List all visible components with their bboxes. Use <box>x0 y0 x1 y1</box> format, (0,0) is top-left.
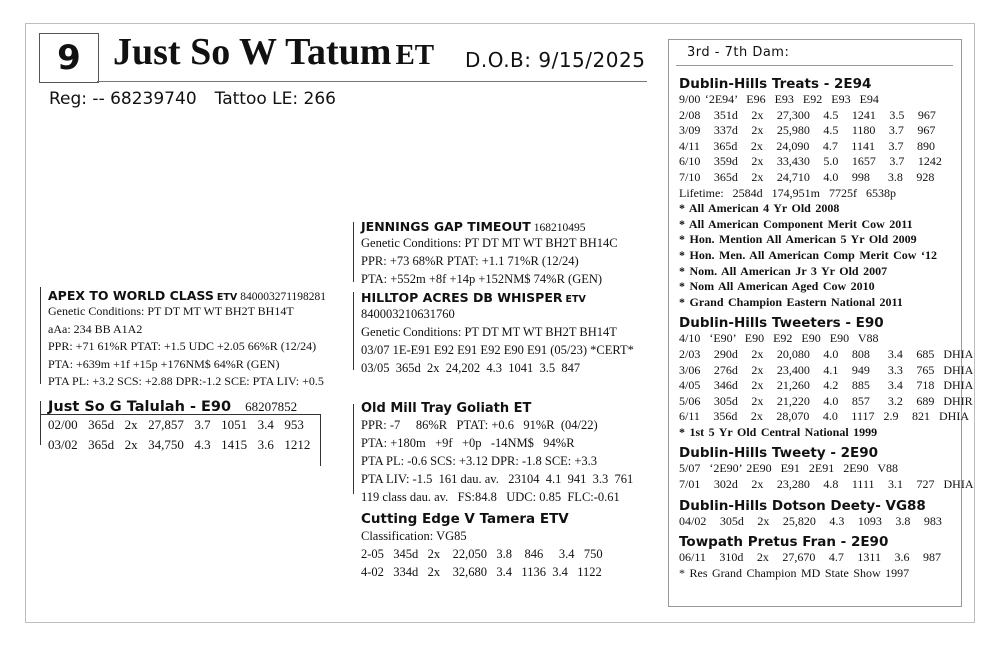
sires-dam-name: HILLTOP ACRES DB WHISPER <box>361 290 563 305</box>
sire-heading <box>48 288 326 303</box>
sire-line: Genetic Conditions: PT DT MT WT BH2T BH14T <box>48 304 294 318</box>
dam-3-record: 6/10 359d 2x 33,430 5.0 1657 3.7 1242 <box>679 154 942 169</box>
dams-sire-line: PTA LIV: -1.5 161 dau. av. 23104 4.1 941 3.3 761 <box>361 472 634 486</box>
dam-heading <box>48 399 310 415</box>
sires-dam-line: Genetic Conditions: PT DT MT WT BH2T BH14T <box>361 325 617 339</box>
sires-sire-reg: 168210495 <box>533 222 586 234</box>
dam-3-honor: * Hon. Mention All American 5 Yr Old 2009 <box>679 232 917 247</box>
dam-3-honor: * All American 4 Yr Old 2008 <box>679 201 840 216</box>
dam-3-record: 2/08 351d 2x 27,300 4.5 1241 3.5 967 <box>679 107 936 122</box>
dam-6-record: 04/02 305d 2x 25,820 4.3 1093 3.8 983 <box>679 513 942 528</box>
title-divider <box>97 81 647 82</box>
dams-sire-line: PPR: -7 86%R PTAT: +0.6 91%R (04/22) <box>361 418 598 432</box>
dams-sire-line: PTA: +180m +9f +0p -14NM$ 94%R <box>361 436 575 450</box>
dam-reg: 68207852 <box>245 399 298 414</box>
extended-dams-label: 3rd - 7th Dam: <box>687 45 790 60</box>
dam-4-record: 4/10 ‘E90’ E90 E92 E90 E90 V88 <box>679 331 879 346</box>
dams-dam-line: 2-05 345d 2x 22,050 3.8 846 3.4 750 <box>361 547 603 561</box>
dam-name: Just So G Talulah - E90 <box>48 399 232 415</box>
dam-5-record: 5/07 ‘2E90’ 2E90 E91 2E91 2E90 V88 <box>679 461 899 476</box>
registration-line <box>49 89 336 109</box>
dams-dam-block <box>361 511 603 581</box>
sires-dam-heading <box>361 290 634 305</box>
extended-dams-panel <box>668 39 974 607</box>
sire-line: PTA: +639m +1f +15p +176NM$ 64%R (GEN) <box>48 356 280 371</box>
dam-4-honor: * 1st 5 Yr Old Central National 1999 <box>679 424 878 439</box>
sires-sire-line: PPR: +73 68%R PTAT: +1.1 71%R (12/24) <box>361 254 579 268</box>
dam-4-record: 3/06 276d 2x 23,400 4.1 949 3.3 765 DHIA <box>679 362 974 377</box>
dam-3-honor: * Nom. All American Jr 3 Yr Old 2007 <box>679 263 888 278</box>
sire-block <box>48 288 326 391</box>
sires-sire-name: JENNINGS GAP TIMEOUT <box>361 219 531 234</box>
dams-sire-line: PTA PL: -0.6 SCS: +3.12 DPR: -1.8 SCE: +3.3 <box>361 454 598 468</box>
tattoo: Tattoo LE: 266 <box>214 89 336 109</box>
sires-dam-bracket <box>353 292 354 370</box>
dam-5-name: Dublin-Hills Tweety - 2E90 <box>679 445 879 462</box>
animal-name-text: Just So W Tatum <box>113 31 392 73</box>
dam-4-name: Dublin-Hills Tweeters - E90 <box>679 315 884 332</box>
dam-7-record: 06/11 310d 2x 27,670 4.7 1311 3.6 987 <box>679 550 941 565</box>
dam-3-record: 7/10 365d 2x 24,710 4.0 998 3.8 928 <box>679 169 935 184</box>
dams-sire-name: Old Mill Tray Goliath ET <box>361 401 532 416</box>
dam-record: 03/02 365d 2x 34,750 4.3 1415 3.6 1212 <box>48 437 311 452</box>
sire-suffix: ETV <box>216 292 238 303</box>
sire-reg: 840003271198281 <box>240 291 327 303</box>
dam-pedigree-line <box>320 414 321 466</box>
extended-dams-list <box>679 74 974 581</box>
dams-dam-line: Classification: VG85 <box>361 529 467 543</box>
sires-dam-line: 840003210631760 <box>361 307 455 321</box>
dam-connector <box>40 414 320 415</box>
sires-dam-suffix: ETV <box>565 294 586 305</box>
dam-block <box>48 399 310 455</box>
date-of-birth: D.O.B: 9/15/2025 <box>465 48 646 72</box>
sires-dam-block <box>361 290 634 377</box>
sires-sire-heading <box>361 219 618 234</box>
sires-sire-block <box>361 219 618 288</box>
dam-3-record: 3/09 337d 2x 25,980 4.5 1180 3.7 967 <box>679 123 936 138</box>
dam-5-record: 7/01 302d 2x 23,280 4.8 1111 3.1 727 DHIA <box>679 477 974 492</box>
dam-4-record: 6/11 356d 2x 28,070 4.0 1117 2.9 821 DHIA <box>679 409 969 424</box>
dams-sire-bracket <box>353 404 354 494</box>
sire-bracket <box>40 287 41 384</box>
dam-3-name: Dublin-Hills Treats - 2E94 <box>679 76 872 92</box>
sires-sire-line: Genetic Conditions: PT DT MT WT BH2T BH14C <box>361 236 618 250</box>
dams-sire-block <box>361 401 633 506</box>
dam-3-honor: * Grand Champion Eastern National 2011 <box>679 294 903 309</box>
dam-4-record: 4/05 346d 2x 21,260 4.2 885 3.4 718 DHIA <box>679 378 974 393</box>
dam-3-honor: * Nom All American Aged Cow 2010 <box>679 279 875 294</box>
sires-dam-line: 03/07 1E-E91 E92 E91 E92 E90 E91 (05/23) *CERT* <box>361 343 634 357</box>
sire-line: aAa: 234 BB A1A2 <box>48 321 143 336</box>
dam-6-name: Dublin-Hills Dotson Deety- VG88 <box>679 497 926 514</box>
dam-record: 02/00 365d 2x 27,857 3.7 1051 3.4 953 <box>48 417 304 432</box>
dams-sire-line: 119 class dau. av. FS:84.8 UDC: 0.85 FLC:-0.61 <box>361 490 620 504</box>
animal-name <box>113 30 434 74</box>
sires-dam-line: 03/05 365d 2x 24,202 4.3 1041 3.5 847 <box>361 361 581 375</box>
dam-3-honor: * Hon. Men. All American Comp Merit Cow ‘12 <box>679 247 937 262</box>
sire-line: PPR: +71 61%R PTAT: +1.5 UDC +2.05 66%R (12/24) <box>48 339 317 353</box>
dam-7-name: Towpath Pretus Fran - 2E90 <box>679 534 889 551</box>
dam-3-record: 4/11 365d 2x 24,090 4.7 1141 3.7 890 <box>679 138 935 153</box>
dam-4-record: 5/06 305d 2x 21,220 4.0 857 3.2 689 DHIR <box>679 393 973 408</box>
dam-3-record: 9/00 ‘2E94’ E96 E93 E92 E93 E94 <box>679 92 879 106</box>
animal-name-suffix: ET <box>395 39 435 71</box>
registration-number: Reg: -- 68239740 <box>49 89 197 109</box>
dam-3-honor: * All American Component Merit Cow 2011 <box>679 216 913 231</box>
extended-dams-divider <box>676 65 953 66</box>
sires-sire-line: PTA: +552m +8f +14p +152NM$ 74%R (GEN) <box>361 272 603 286</box>
dam-3-lifetime: Lifetime: 2584d 174,951m 7725f 6538p <box>679 185 896 200</box>
sire-line: PTA PL: +3.2 SCS: +2.88 DPR:-1.2 SCE: PTA LIV: +0.5 <box>48 374 324 388</box>
sires-sire-bracket <box>353 222 354 282</box>
sire-name: APEX TO WORLD CLASS <box>48 288 214 303</box>
dams-dam-name: Cutting Edge V Tamera ETV <box>361 511 569 527</box>
lot-number: 9 <box>39 33 99 83</box>
dams-dam-line: 4-02 334d 2x 32,680 3.4 1136 3.4 1122 <box>361 565 602 579</box>
dam-7-note: * Res Grand Champion MD State Show 1997 <box>679 565 910 580</box>
dam-4-record: 2/03 290d 2x 20,080 4.0 808 3.4 685 DHIA <box>679 346 974 361</box>
dam-bracket <box>40 401 41 445</box>
